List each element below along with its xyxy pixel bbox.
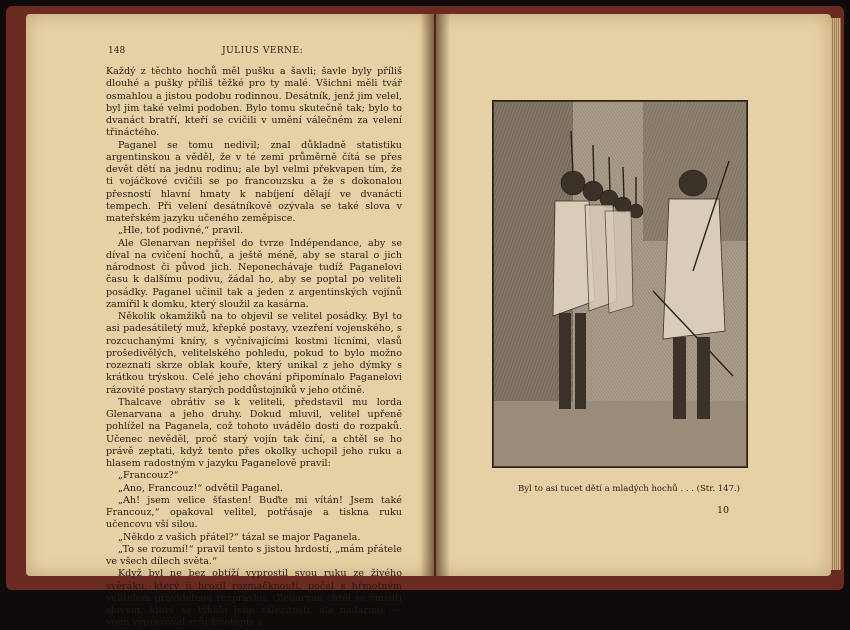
paragraph: Thalcave obrátiv se k veliteli, představil mu lorda Glenarvana a jeho druhy. Dokud mluvil, velitel upřeně pohlížel na Paganela, což tohoto uvádělo dosti do rozpaků. Učenec nevěděl, proč starý vojín tak činí, a chtěl se ho právě zeptati, když tento přes okolky uchopil jeho ruku a hlasem radostným v jazyku Paganelově pravil: xyxy=(106,396,402,469)
paragraph: „Ano, Francouz!“ odvětil Paganel. xyxy=(118,482,283,494)
paragraph: Když byl ne bez obtíží vyprostil svou ruku ze živého svěráku, který ji hrozil rozmačknouti, počal s hřmotným velitelem pravidelnou rozprávku. Glenarvan chtěl se vmísiti slovem, které se týkalo jeho záležitosti, ale nadarmo; — vojín vypravoval svůj životopis a xyxy=(106,568,402,629)
page-number: 148 xyxy=(108,46,126,56)
illustration xyxy=(492,100,748,468)
paragraph: „Francouz?“ xyxy=(118,470,179,482)
signature-number: 10 xyxy=(717,505,730,516)
paragraph: Paganel se tomu nedivil; znal důkladně statistiku argentinskou a věděl, že v té zemi průměrně čítá se přes devět dětí na jednu rodinu; ale byl velmi překvapen tím, že ti vojáčkové cvičili se po francouzsku a že s dokonalou přesností hlavní hmaty k nabíjení dělají ve dvanácti tempech. Při velení desátníkově ozývala se také slova v mateřském jazyku učeného zeměpisce. xyxy=(106,139,402,224)
paragraph: Několik okamžiků na to objevil se velitel posádky. Byl to asi padesátiletý muž, křepké postavy, vzezření vojenského, s rozcuchanými kníry, s vyčnívajícími kostmi lícními, vlasů prošedivělých, velitelského pohledu, pokud to bylo možno rozeznati skrze oblak kouře, který unikal z jeho dýmky s krátkou trýskou. Celé jeho chování připomínalo Paganelovi rázovité postavy starých poddůstojníků v jeho otčině. xyxy=(106,311,402,396)
book-gutter xyxy=(420,14,450,576)
running-head: JULIUS VERNE: xyxy=(222,46,304,56)
paragraph: „To se rozumí!“ pravil tento s jistou hrdostí, „mám přátele ve všech dílech světa.“ xyxy=(106,543,402,567)
page-edges xyxy=(831,18,841,570)
paragraph: „Ah! jsem velice šťasten! Buďte mi vítán! Jsem také Francouz,“ opakoval velitel, potřásaje a tiskna ruku učencovu vší silou. xyxy=(106,494,402,531)
paragraph: „Někdo z vašich přátel?“ tázal se major Paganela. xyxy=(118,531,361,543)
paragraph: Ale Glenarvan nepřišel do tvrze Indépendance, aby se díval na cvičení hochů, a ještě méně, aby se staral o jich národnost či původ jich. Neponechávaje tudíž Paganelovi času k dalšímu podivu, žádal ho, aby se poptal po veliteli posádky. Paganel učinil tak a jeden z argentinských vojínů zamířil k domku, který sloužil za kasárna. xyxy=(106,237,402,310)
paragraph: Každý z těchto hochů měl pušku a šavli; šavle byly příliš dlouhé a pušky příliš těžké pro ty malé. Všichni měli tvář osmahlou a jistou podobu rodinnou. Desátník, jenž jim velel, byl jim také velmi podoben. Bylo tomu skutečně tak; bylo to dvanáct bratří, kteří se cvičili v umění válečném za velení třináctého. xyxy=(106,66,402,139)
body-text xyxy=(106,66,402,630)
illustration-caption: Byl to asi tucet dětí a mladých hochů . . . (Str. 147.) xyxy=(518,484,741,494)
paragraph: „Hle, toť podivné,“ pravil. xyxy=(118,225,244,237)
